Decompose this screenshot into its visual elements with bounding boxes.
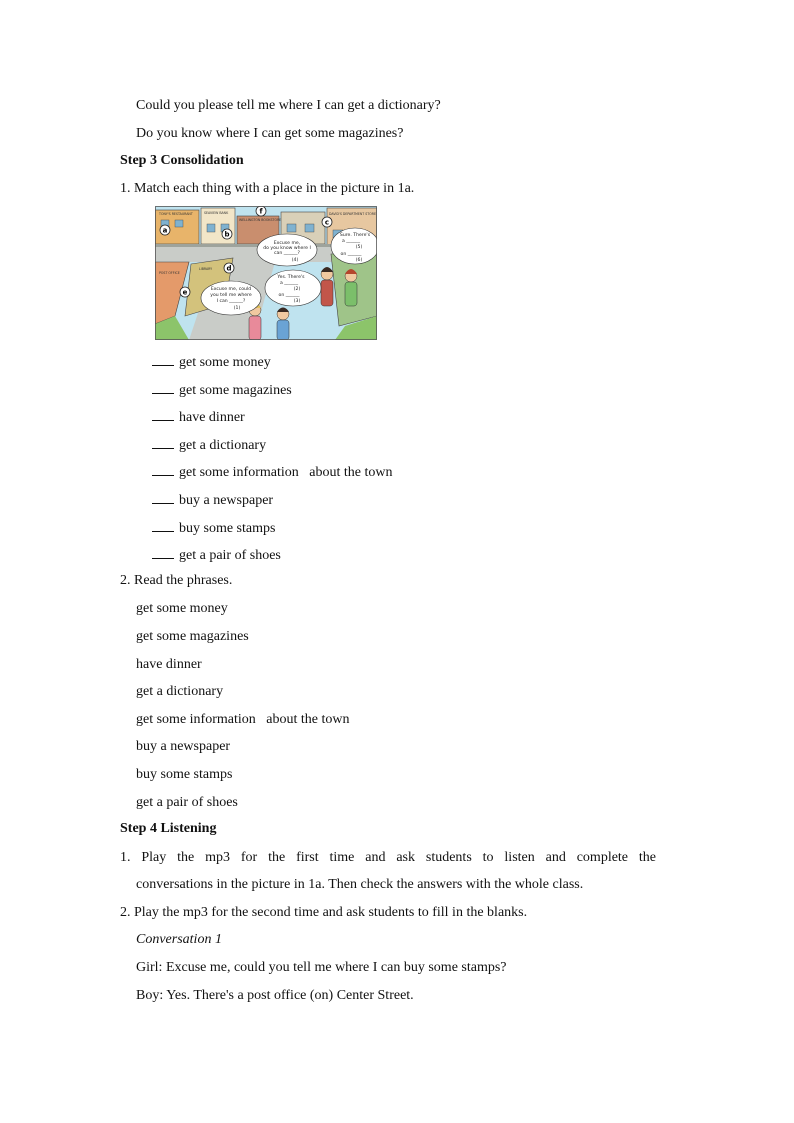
match-item: have dinner [152, 407, 245, 427]
phrase-item: get some information about the town [136, 712, 350, 727]
step4-heading: Step 4 Listening [120, 821, 217, 836]
answer-blank[interactable] [152, 490, 174, 504]
sign-restaurant: TONY'S RESTAURANT [159, 212, 193, 216]
intro-question-1: Could you please tell me where I can get a dictionary? [136, 98, 441, 113]
bubble2-line3: (5) [355, 245, 363, 250]
bubble1-line2: do you know where I [263, 246, 311, 251]
phrase-item: get some magazines [136, 629, 249, 644]
phrase-item: have dinner [136, 657, 202, 672]
match-item: buy a newspaper [152, 490, 273, 510]
bubble3-line5: (3) [293, 299, 301, 304]
marker-e: e [182, 288, 188, 297]
step4-item2: 2. Play the mp3 for the second time and ask students to fill in the blanks. [120, 905, 528, 920]
conversation-title: Conversation 1 [136, 932, 222, 947]
match-item: get a dictionary [152, 435, 266, 455]
bubble3-line2: a ______ [279, 281, 299, 286]
answer-blank[interactable] [152, 545, 174, 559]
phrase-item: get some money [136, 601, 228, 616]
bubble3-line4: on ______ [278, 293, 300, 298]
match-item: get some money [152, 352, 271, 372]
phrase-item: get a dictionary [136, 684, 224, 699]
bubble3-line3: (2) [293, 287, 301, 292]
bubble2-line5: (6) [355, 258, 363, 263]
bubble2-line1: Sure. There's [339, 233, 371, 238]
sign-bank: SEAVIEW BANK [204, 211, 229, 215]
match-item: get some magazines [152, 380, 292, 400]
marker-d: d [226, 264, 232, 273]
phrase-item: buy a newspaper [136, 739, 231, 754]
step3-task2: 2. Read the phrases. [120, 573, 233, 588]
sign-bookstore: WELLINGTON BOOKSTORE [239, 218, 282, 222]
phrase-item: get a pair of shoes [136, 795, 238, 810]
bubble3-line1: Yes. There's [277, 275, 305, 280]
sign-post-office: POST OFFICE [159, 271, 180, 275]
answer-blank[interactable] [152, 462, 174, 476]
bubble2-line2: a ______ [341, 239, 361, 244]
phrase-item: buy some stamps [136, 767, 233, 782]
bubble4-line3: I can ______? [216, 299, 246, 304]
answer-blank[interactable] [152, 518, 174, 532]
boy-line: Boy: Yes. There's a post office (on) Center Street. [136, 988, 414, 1003]
match-item: get a pair of shoes [152, 545, 281, 565]
bubble4-line4: (1) [233, 306, 241, 311]
sign-library: LIBRARY [199, 267, 213, 271]
intro-question-2: Do you know where I can get some magazines? [136, 126, 404, 141]
step4-item1-line1: 1. Play the mp3 for the first time and ask students to listen and complete the [120, 850, 656, 865]
bubble1-line4: (4) [291, 258, 299, 263]
step3-heading: Step 3 Consolidation [120, 153, 244, 168]
answer-blank[interactable] [152, 380, 174, 394]
marker-b: b [224, 230, 230, 239]
bubble1-line1: Excuse me, [273, 241, 301, 246]
step3-task1: 1. Match each thing with a place in the picture in 1a. [120, 181, 415, 196]
marker-c: c [324, 218, 330, 227]
marker-a: a [162, 226, 168, 235]
answer-blank[interactable] [152, 435, 174, 449]
town-picture [155, 206, 377, 340]
sign-department-store: DAVID'S DEPARTMENT STORE [329, 212, 376, 216]
step4-item1-line2: conversations in the picture in 1a. Then check the answers with the whole class. [136, 877, 584, 892]
bubble4-line2: you tell me where [210, 293, 252, 298]
match-item: buy some stamps [152, 518, 275, 538]
match-item: get some information about the town [152, 462, 392, 482]
girl-line: Girl: Excuse me, could you tell me where I can buy some stamps? [136, 960, 507, 975]
bubble1-line3: can ______? [274, 251, 300, 256]
marker-f: f [259, 207, 263, 216]
answer-blank[interactable] [152, 407, 174, 421]
bubble4-line1: Excuse me, could [210, 287, 252, 292]
answer-blank[interactable] [152, 352, 174, 366]
bubble2-line4: on ______ [340, 252, 362, 257]
